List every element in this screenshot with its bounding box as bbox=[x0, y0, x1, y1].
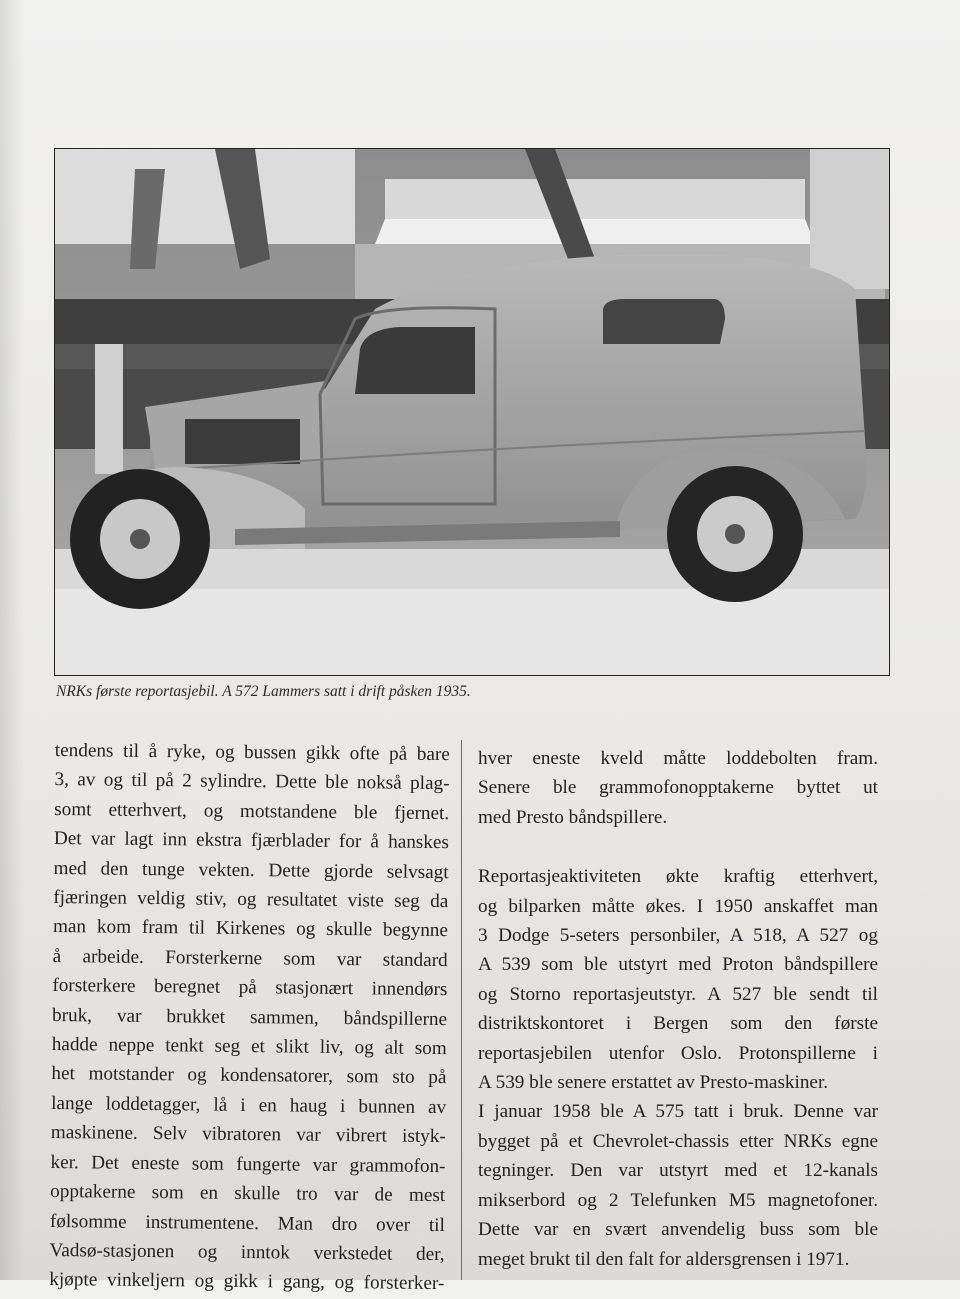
page-gutter-shadow bbox=[0, 0, 24, 1280]
text-line: hadde neppe tenkt seg et slikt liv, og alt som bbox=[51, 1034, 447, 1060]
text-line: følsomme instrumentene. Man dro over til bbox=[49, 1210, 446, 1236]
text-column-left bbox=[49, 736, 450, 1299]
text-line: lange loddetagger, lå i en haug i bunnen av bbox=[51, 1092, 447, 1118]
text-line: A 539 ble senere erstattet av Presto-maskiner. bbox=[478, 1072, 829, 1094]
text-line: mikserbord og 2 Telefunken M5 magnetofoner. bbox=[478, 1189, 878, 1211]
text-line: somt etterhvert, og motstandene ble fjernet. bbox=[54, 798, 450, 824]
text-line: man kom fram til Kirkenes og skulle begynne bbox=[52, 916, 449, 942]
text-line: å arbeide. Forsterkerne som var standard bbox=[52, 945, 448, 971]
text-line: fjæringen veldig stiv, og resultatet viste seg da bbox=[53, 887, 449, 913]
text-line: opptakerne som en skulle tro var de mest bbox=[50, 1181, 446, 1207]
text-line: reportasjebilen utenfor Oslo. Protonspillerne i bbox=[478, 1042, 878, 1064]
text-line: ker. Det eneste som fungerte var grammofon- bbox=[50, 1151, 446, 1177]
figure-caption: NRKs første reportasjebil. A 572 Lammers satt i drift påsken 1935. bbox=[56, 683, 471, 700]
text-line: distriktskontoret i Bergen som den første bbox=[478, 1013, 878, 1035]
text-line: meget brukt til den falt for aldersgrensen i 1971. bbox=[478, 1248, 850, 1270]
text-line: Senere ble grammofonopptakerne byttet ut bbox=[478, 777, 878, 799]
paragraph-gap bbox=[478, 832, 878, 862]
text-line: tendens til å ryke, og bussen gikk ofte på bare bbox=[54, 739, 450, 766]
text-line: kjøpte vinkeljern og gikk i gang, og forsterker- bbox=[49, 1269, 445, 1295]
text-line: med Presto båndspillere. bbox=[478, 806, 668, 828]
text-line: og bilparken måtte økes. I 1950 anskaffet man bbox=[478, 895, 878, 917]
text-line: maskinene. Selv vibratoren var vibrert istyk- bbox=[50, 1122, 446, 1148]
text-line: Reportasjeaktiviteten økte kraftig etterhvert, bbox=[478, 866, 878, 888]
text-line: Vadsø-stasjonen og inntok verkstedet der, bbox=[49, 1239, 445, 1266]
text-line: bygget på et Chevrolet-chassis etter NRKs egne bbox=[478, 1130, 878, 1152]
text-line: Dette var en svært anvendelig buss som ble bbox=[478, 1219, 878, 1241]
text-line: 3 Dodge 5-seters personbiler, A 518, A 527 og bbox=[478, 925, 878, 947]
text-line: med den tunge vekten. Dette gjorde selvsagt bbox=[53, 857, 449, 883]
text-column-right bbox=[478, 744, 878, 1274]
column-divider bbox=[461, 740, 462, 1280]
text-line: hver eneste kveld måtte loddebolten fram. bbox=[478, 748, 878, 769]
text-line: A 539 som ble utstyrt med Proton båndspillere bbox=[478, 954, 878, 976]
text-line: forsterkere beregnet på stasjonært innendørs bbox=[52, 975, 448, 1001]
text-line: het motstander og kondensatorer, som sto på bbox=[51, 1063, 447, 1089]
text-line: I januar 1958 ble A 575 tatt i bruk. Denne var bbox=[478, 1101, 878, 1123]
van-photo-illustration bbox=[55, 149, 889, 675]
text-line: 3, av og til på 2 sylindre. Dette ble nokså plag- bbox=[54, 769, 450, 795]
text-line: bruk, var brukket sammen, båndspillerne bbox=[51, 1004, 448, 1030]
text-line: Det var lagt inn ekstra fjærblader for å hanskes bbox=[53, 828, 450, 854]
text-line: tegninger. Den var utstyrt med et 12-kanals bbox=[478, 1160, 878, 1182]
text-line: og Storno reportasjeutstyr. A 527 ble sendt til bbox=[478, 983, 878, 1005]
figure-photo bbox=[54, 148, 890, 676]
